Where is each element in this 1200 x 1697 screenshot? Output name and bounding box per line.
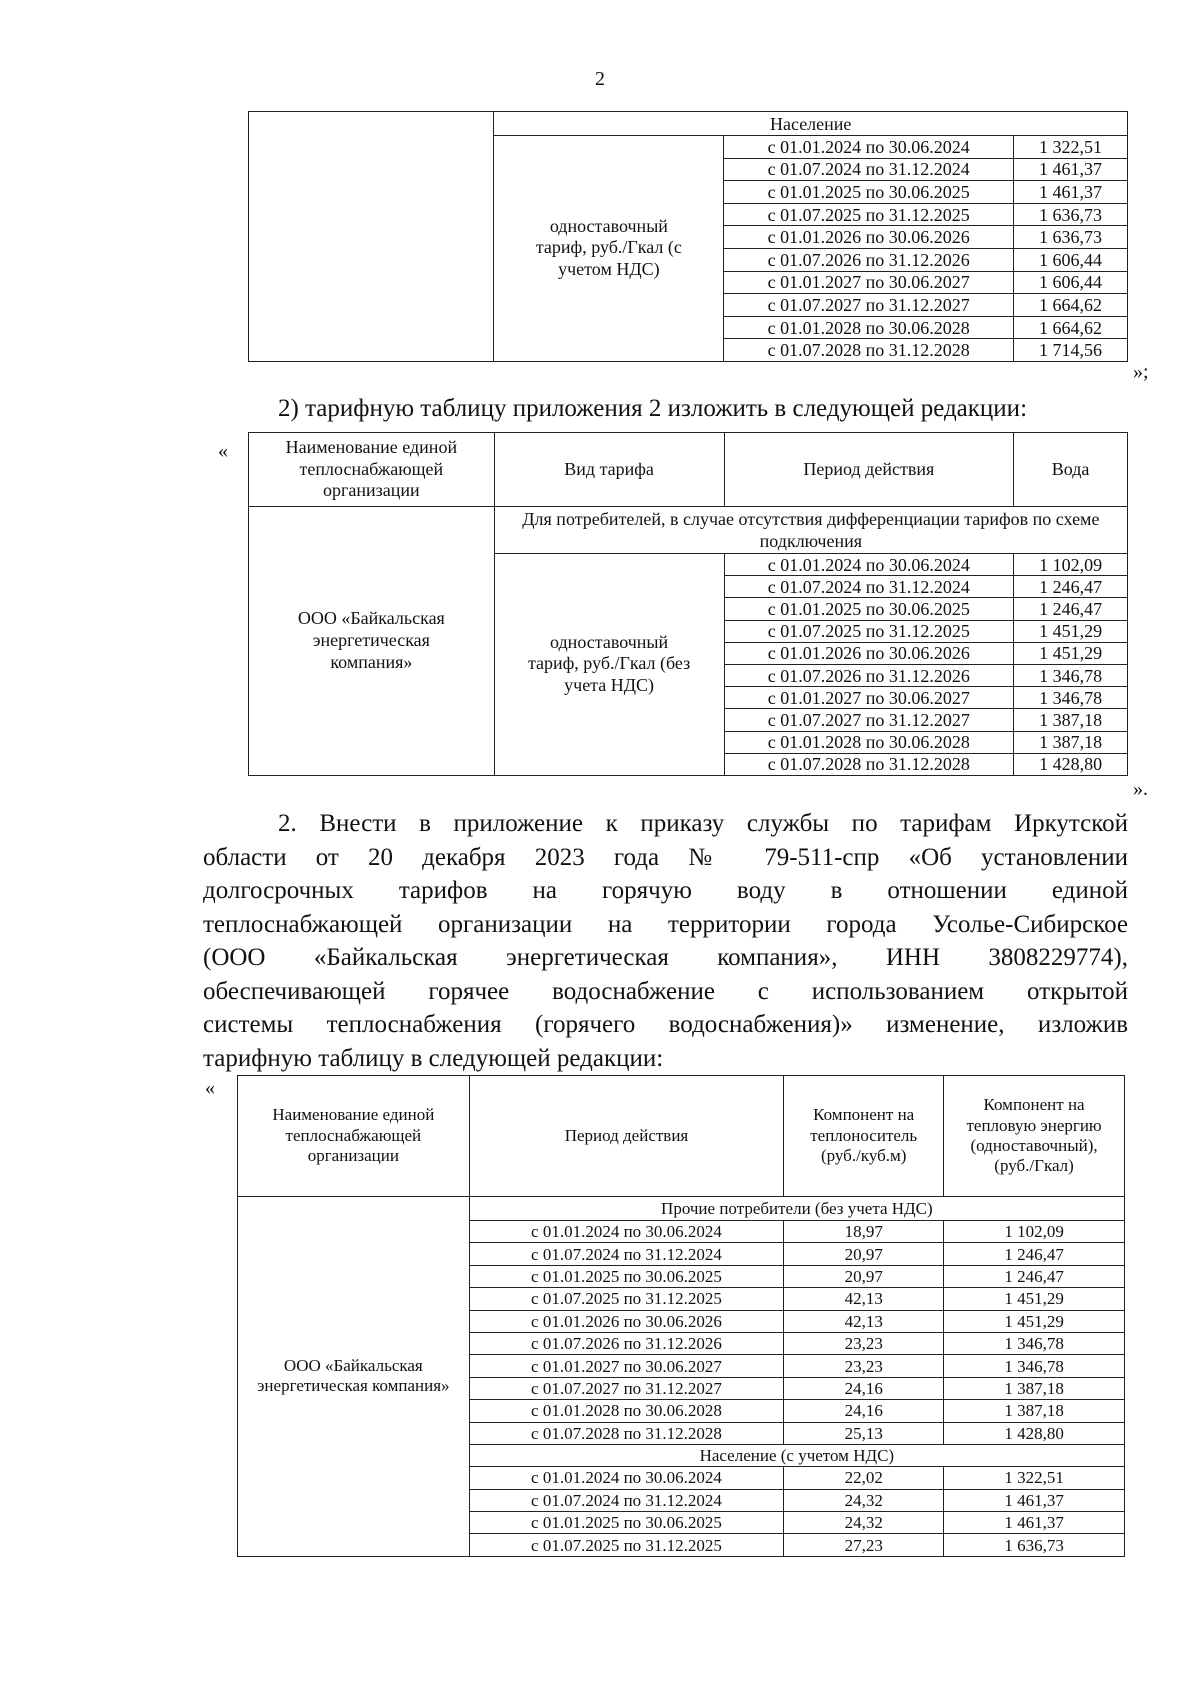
tariff-type-cell: одноставочный тариф, руб./Гкал (с учетом НДС) bbox=[494, 136, 724, 362]
value-cell: 1 246,47 bbox=[1014, 576, 1128, 598]
period-cell: с 01.01.2025 по 30.06.2025 bbox=[469, 1512, 784, 1534]
organization-cell bbox=[249, 112, 494, 362]
heat-carrier-cell: 24,32 bbox=[784, 1512, 944, 1534]
organization-cell: ООО «Байкальская энергетическая компания» bbox=[238, 1197, 470, 1557]
header-heat-carrier: Компонент на теплоноситель (руб./куб.м) bbox=[784, 1076, 944, 1197]
heat-carrier-cell: 42,13 bbox=[784, 1288, 944, 1310]
period-cell: с 01.07.2028 по 31.12.2028 bbox=[724, 753, 1014, 775]
period-cell: с 01.01.2024 по 30.06.2024 bbox=[469, 1221, 784, 1243]
heat-energy-cell: 1 387,18 bbox=[944, 1400, 1125, 1422]
heat-carrier-cell: 24,16 bbox=[784, 1400, 944, 1422]
value-cell: 1 346,78 bbox=[1014, 664, 1128, 686]
heat-energy-cell: 1 461,37 bbox=[944, 1512, 1125, 1534]
period-cell: с 01.01.2024 по 30.06.2024 bbox=[469, 1467, 784, 1489]
header-organization: Наименование единой теплоснабжающей организации bbox=[238, 1076, 470, 1197]
period-cell: с 01.01.2025 по 30.06.2025 bbox=[724, 181, 1014, 204]
organization-cell: ООО «Байкальская энергетическая компания» bbox=[249, 507, 495, 776]
header-organization: Наименование единой теплоснабжающей организации bbox=[249, 433, 495, 507]
tariff-table-3-body bbox=[238, 1076, 1125, 1557]
period-cell: с 01.01.2028 по 30.06.2028 bbox=[469, 1400, 784, 1422]
value-cell: 1 636,73 bbox=[1014, 203, 1128, 226]
closing-mark: ». bbox=[1133, 778, 1148, 800]
heat-carrier-cell: 24,32 bbox=[784, 1489, 944, 1511]
period-cell: с 01.07.2025 по 31.12.2025 bbox=[724, 203, 1014, 226]
period-cell: с 01.07.2025 по 31.12.2025 bbox=[469, 1288, 784, 1310]
heat-carrier-cell: 24,16 bbox=[784, 1377, 944, 1399]
group-label: Население bbox=[494, 112, 1128, 136]
paragraph-line: системы теплоснабжения (горячего водоснабжения)» изменение, изложив bbox=[203, 1011, 1128, 1038]
tariff-table-1-body bbox=[249, 112, 1128, 362]
header-period: Период действия bbox=[724, 433, 1014, 507]
value-cell: 1 322,51 bbox=[1014, 136, 1128, 159]
period-cell: с 01.07.2028 по 31.12.2028 bbox=[724, 339, 1014, 362]
heat-energy-cell: 1 246,47 bbox=[944, 1243, 1125, 1265]
heat-energy-cell: 1 461,37 bbox=[944, 1489, 1125, 1511]
heat-carrier-cell: 25,13 bbox=[784, 1422, 944, 1444]
header-tariff-type: Вид тарифа bbox=[494, 433, 724, 507]
item-2-heading: 2) тарифную таблицу приложения 2 изложить в следующей редакции: bbox=[278, 395, 1028, 422]
heat-energy-cell: 1 636,73 bbox=[944, 1534, 1125, 1556]
period-cell: с 01.01.2026 по 30.06.2026 bbox=[469, 1310, 784, 1332]
paragraph-line: области от 20 декабря 2023 года № 79-511-спр «Об установлении bbox=[203, 843, 1128, 871]
period-cell: с 01.01.2028 по 30.06.2028 bbox=[724, 731, 1014, 753]
value-cell: 1 246,47 bbox=[1014, 598, 1128, 620]
paragraph-line: 2. Внести в приложение к приказу службы по тарифам Иркутской bbox=[278, 810, 1128, 837]
tariff-table-2 bbox=[248, 432, 1128, 776]
paragraph-line: (ООО «Байкальская энергетическая компания», ИНН 3808229774), bbox=[203, 944, 1128, 971]
closing-mark: »; bbox=[1133, 361, 1149, 383]
group-label: Население (с учетом НДС) bbox=[469, 1444, 1124, 1466]
period-cell: с 01.01.2024 по 30.06.2024 bbox=[724, 136, 1014, 159]
value-cell: 1 451,29 bbox=[1014, 620, 1128, 642]
opening-mark: « bbox=[218, 440, 228, 462]
heat-energy-cell: 1 102,09 bbox=[944, 1221, 1125, 1243]
period-cell: с 01.07.2026 по 31.12.2026 bbox=[724, 248, 1014, 271]
opening-mark: « bbox=[205, 1077, 215, 1099]
heat-energy-cell: 1 428,80 bbox=[944, 1422, 1125, 1444]
period-cell: с 01.01.2028 по 30.06.2028 bbox=[724, 316, 1014, 339]
paragraph-line: обеспечивающей горячее водоснабжение с использованием открытой bbox=[203, 977, 1128, 1005]
heat-carrier-cell: 20,97 bbox=[784, 1243, 944, 1265]
period-cell: с 01.01.2025 по 30.06.2025 bbox=[724, 598, 1014, 620]
period-cell: с 01.01.2024 по 30.06.2024 bbox=[724, 554, 1014, 576]
period-cell: с 01.07.2024 по 31.12.2024 bbox=[724, 158, 1014, 181]
value-cell: 1 606,44 bbox=[1014, 271, 1128, 294]
period-cell: с 01.07.2026 по 31.12.2026 bbox=[469, 1332, 784, 1354]
value-cell: 1 346,78 bbox=[1014, 687, 1128, 709]
heat-energy-cell: 1 346,78 bbox=[944, 1332, 1125, 1354]
value-cell: 1 387,18 bbox=[1014, 731, 1128, 753]
period-cell: с 01.07.2027 по 31.12.2027 bbox=[724, 709, 1014, 731]
value-cell: 1 636,73 bbox=[1014, 226, 1128, 249]
group-label: Прочие потребители (без учета НДС) bbox=[469, 1197, 1124, 1221]
value-cell: 1 606,44 bbox=[1014, 248, 1128, 271]
heat-energy-cell: 1 451,29 bbox=[944, 1310, 1125, 1332]
period-cell: с 01.01.2026 по 30.06.2026 bbox=[724, 226, 1014, 249]
paragraph-line: долгосрочных тарифов на горячую воду в отношении единой bbox=[203, 877, 1128, 904]
value-cell: 1 714,56 bbox=[1014, 339, 1128, 362]
value-cell: 1 451,29 bbox=[1014, 642, 1128, 664]
heat-energy-cell: 1 451,29 bbox=[944, 1288, 1125, 1310]
value-cell: 1 461,37 bbox=[1014, 158, 1128, 181]
value-cell: 1 102,09 bbox=[1014, 554, 1128, 576]
tariff-type-cell: одноставочный тариф, руб./Гкал (без учета НДС) bbox=[494, 554, 724, 776]
heat-carrier-cell: 22,02 bbox=[784, 1467, 944, 1489]
heat-carrier-cell: 23,23 bbox=[784, 1355, 944, 1377]
period-cell: с 01.01.2027 по 30.06.2027 bbox=[724, 271, 1014, 294]
paragraph-line: тарифную таблицу в следующей редакции: bbox=[203, 1044, 664, 1072]
period-cell: с 01.07.2027 по 31.12.2027 bbox=[469, 1377, 784, 1399]
heat-carrier-cell: 23,23 bbox=[784, 1332, 944, 1354]
period-cell: с 01.07.2024 по 31.12.2024 bbox=[724, 576, 1014, 598]
value-cell: 1 664,62 bbox=[1014, 294, 1128, 317]
group-label: Для потребителей, в случае отсутствия дифференциации тарифов по схеме подключения bbox=[494, 507, 1127, 554]
header-period: Период действия bbox=[469, 1076, 784, 1197]
header-heat-energy: Компонент на тепловую энергию (одноставочный), (руб./Гкал) bbox=[944, 1076, 1125, 1197]
period-cell: с 01.07.2025 по 31.12.2025 bbox=[724, 620, 1014, 642]
period-cell: с 01.07.2026 по 31.12.2026 bbox=[724, 664, 1014, 686]
paragraph-2 bbox=[203, 807, 1128, 1075]
period-cell: с 01.01.2026 по 30.06.2026 bbox=[724, 642, 1014, 664]
value-cell: 1 428,80 bbox=[1014, 753, 1128, 775]
period-cell: с 01.07.2024 по 31.12.2024 bbox=[469, 1489, 784, 1511]
heat-energy-cell: 1 246,47 bbox=[944, 1265, 1125, 1287]
period-cell: с 01.07.2024 по 31.12.2024 bbox=[469, 1243, 784, 1265]
tariff-table-3 bbox=[237, 1075, 1125, 1557]
period-cell: с 01.07.2027 по 31.12.2027 bbox=[724, 294, 1014, 317]
period-cell: с 01.01.2027 по 30.06.2027 bbox=[469, 1355, 784, 1377]
page-number: 2 bbox=[595, 68, 605, 90]
period-cell: с 01.01.2025 по 30.06.2025 bbox=[469, 1265, 784, 1287]
heat-carrier-cell: 42,13 bbox=[784, 1310, 944, 1332]
heat-carrier-cell: 18,97 bbox=[784, 1221, 944, 1243]
paragraph-line: теплоснабжающей организации на территории города Усолье-Сибирское bbox=[203, 910, 1128, 938]
header-water: Вода bbox=[1014, 433, 1128, 507]
period-cell: с 01.07.2025 по 31.12.2025 bbox=[469, 1534, 784, 1556]
value-cell: 1 387,18 bbox=[1014, 709, 1128, 731]
value-cell: 1 664,62 bbox=[1014, 316, 1128, 339]
heat-energy-cell: 1 387,18 bbox=[944, 1377, 1125, 1399]
heat-energy-cell: 1 322,51 bbox=[944, 1467, 1125, 1489]
heat-energy-cell: 1 346,78 bbox=[944, 1355, 1125, 1377]
value-cell: 1 461,37 bbox=[1014, 181, 1128, 204]
period-cell: с 01.07.2028 по 31.12.2028 bbox=[469, 1422, 784, 1444]
heat-carrier-cell: 20,97 bbox=[784, 1265, 944, 1287]
heat-carrier-cell: 27,23 bbox=[784, 1534, 944, 1556]
period-cell: с 01.01.2027 по 30.06.2027 bbox=[724, 687, 1014, 709]
tariff-table-2-body bbox=[249, 433, 1128, 776]
tariff-table-1 bbox=[248, 111, 1128, 362]
